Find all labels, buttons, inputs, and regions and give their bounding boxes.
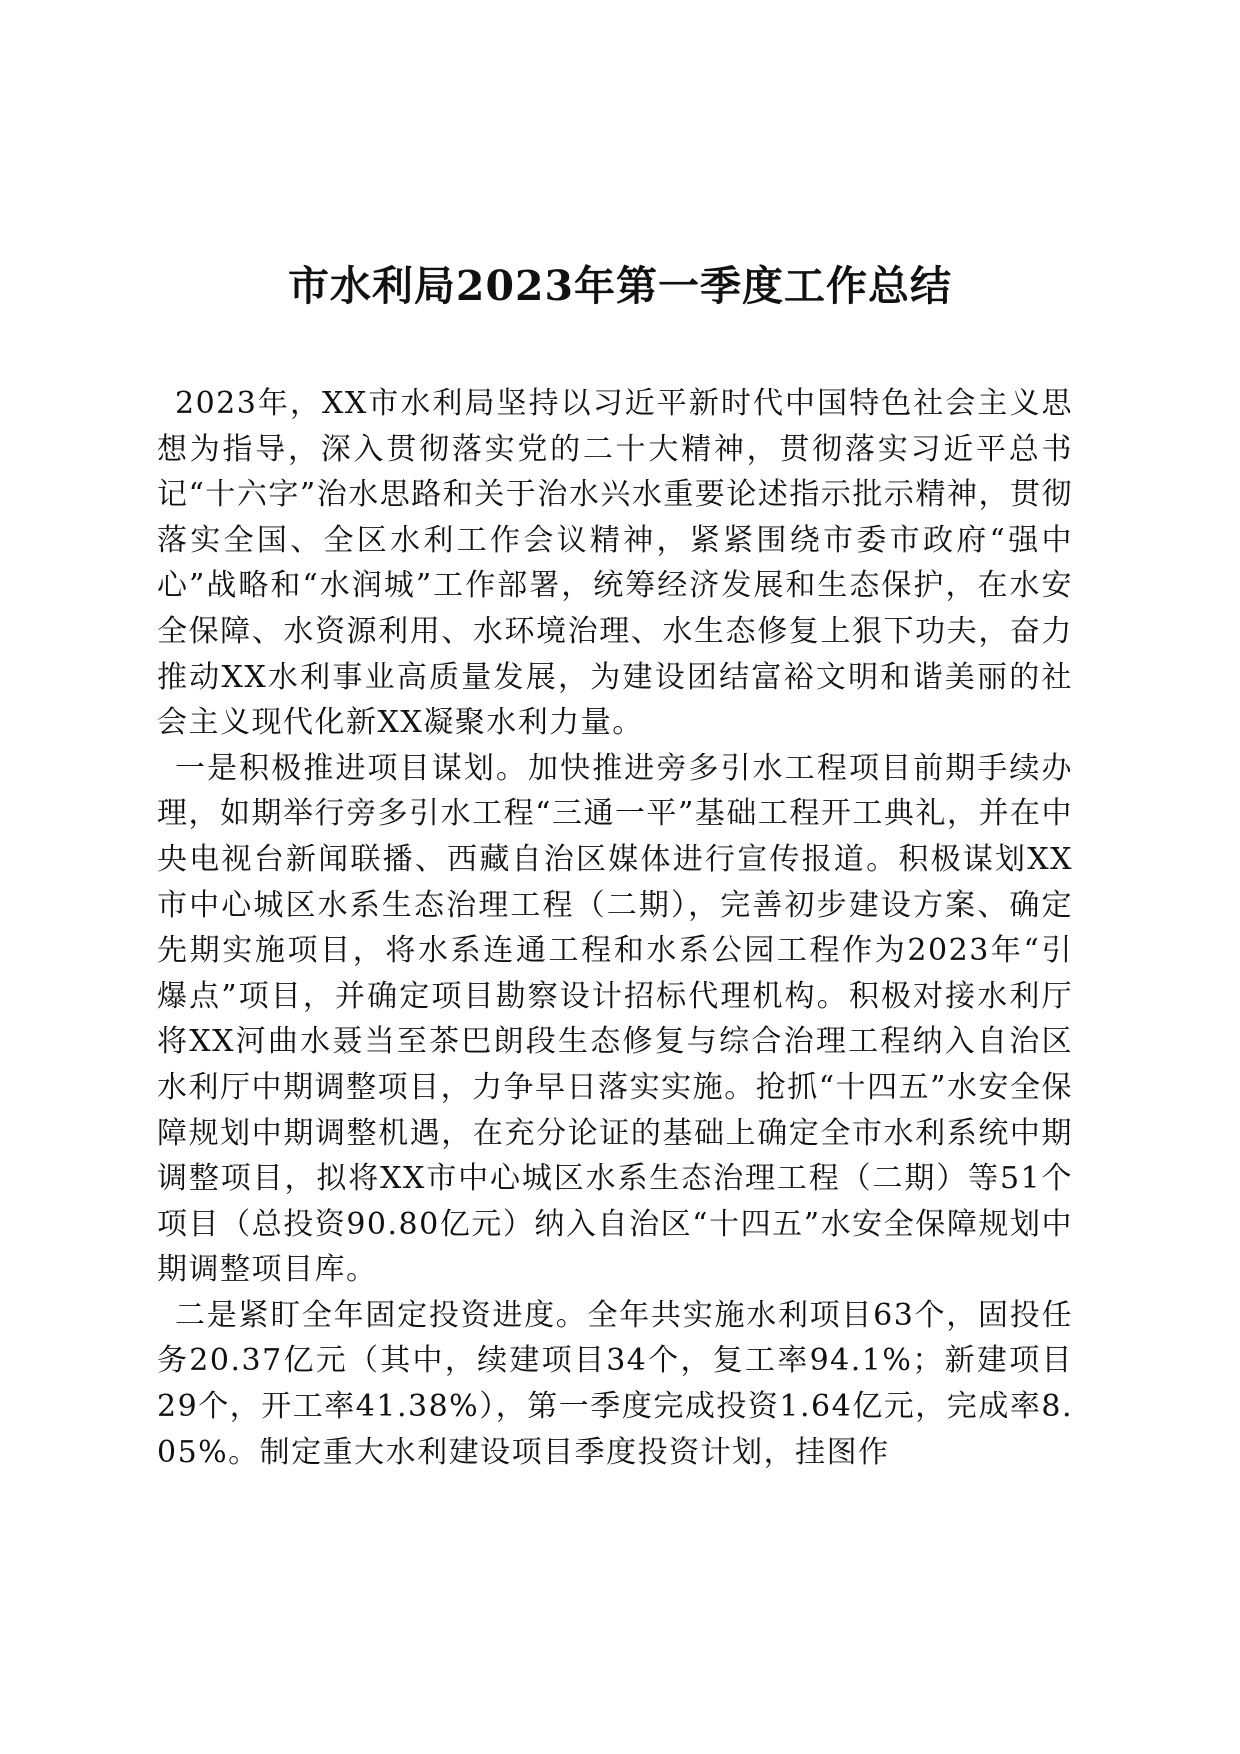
- paragraph-investment-progress: 二是紧盯全年固定投资进度。全年共实施水利项目63个，固投任务20.37亿元（其中，续建项目34个，复工率94.1%；新建项目29个，开工率41.38%），第一季度完成投资1.64亿元，完成率8.05%。制定重大水利建设项目季度投资计划，挂图作: [157, 1297, 1073, 1470]
- document-body: [157, 381, 1073, 1475]
- paragraph-project-planning: 一是积极推进项目谋划。加快推进旁多引水工程项目前期手续办理，如期举行旁多引水工程“三通一平”基础工程开工典礼，并在中央电视台新闻联播、西藏自治区媒体进行宣传报道。积极谋划XX市中心城区水系生态治理工程（二期），完善初步建设方案、确定先期实施项目，将水系连通工程和水系公园工程作为2023年“引爆点”项目，并确定项目勘察设计招标代理机构。积极对接水利厅将XX河曲水聂当至茶巴朗段生态修复与综合治理工程纳入自治区水利厅中期调整项目，力争早日落实实施。抢抓“十四五”水安全保障规划中期调整机遇，在充分论证的基础上确定全市水利系统中期调整项目，拟将XX市中心城区水系生态治理工程（二期）等51个项目（总投资90.80亿元）纳入自治区“十四五”水安全保障规划中期调整项目库。: [157, 750, 1073, 1288]
- document-title: 市水利局2023年第一季度工作总结: [287, 262, 953, 310]
- paragraph-intro: 2023年，XX市水利局坚持以习近平新时代中国特色社会主义思想为指导，深入贯彻落实党的二十大精神，贯彻落实习近平总书记“十六字”治水思路和关于治水兴水重要论述指示批示精神，贯彻落实全国、全区水利工作会议精神，紧紧围绕市委市政府“强中心”战略和“水润城”工作部署，统筹经济发展和生态保护，在水安全保障、水资源利用、水环境治理、水生态修复上狠下功夫，奋力推动XX水利事业高质量发展，为建设团结富裕文明和谐美丽的社会主义现代化新XX凝聚水利力量。: [157, 386, 1073, 741]
